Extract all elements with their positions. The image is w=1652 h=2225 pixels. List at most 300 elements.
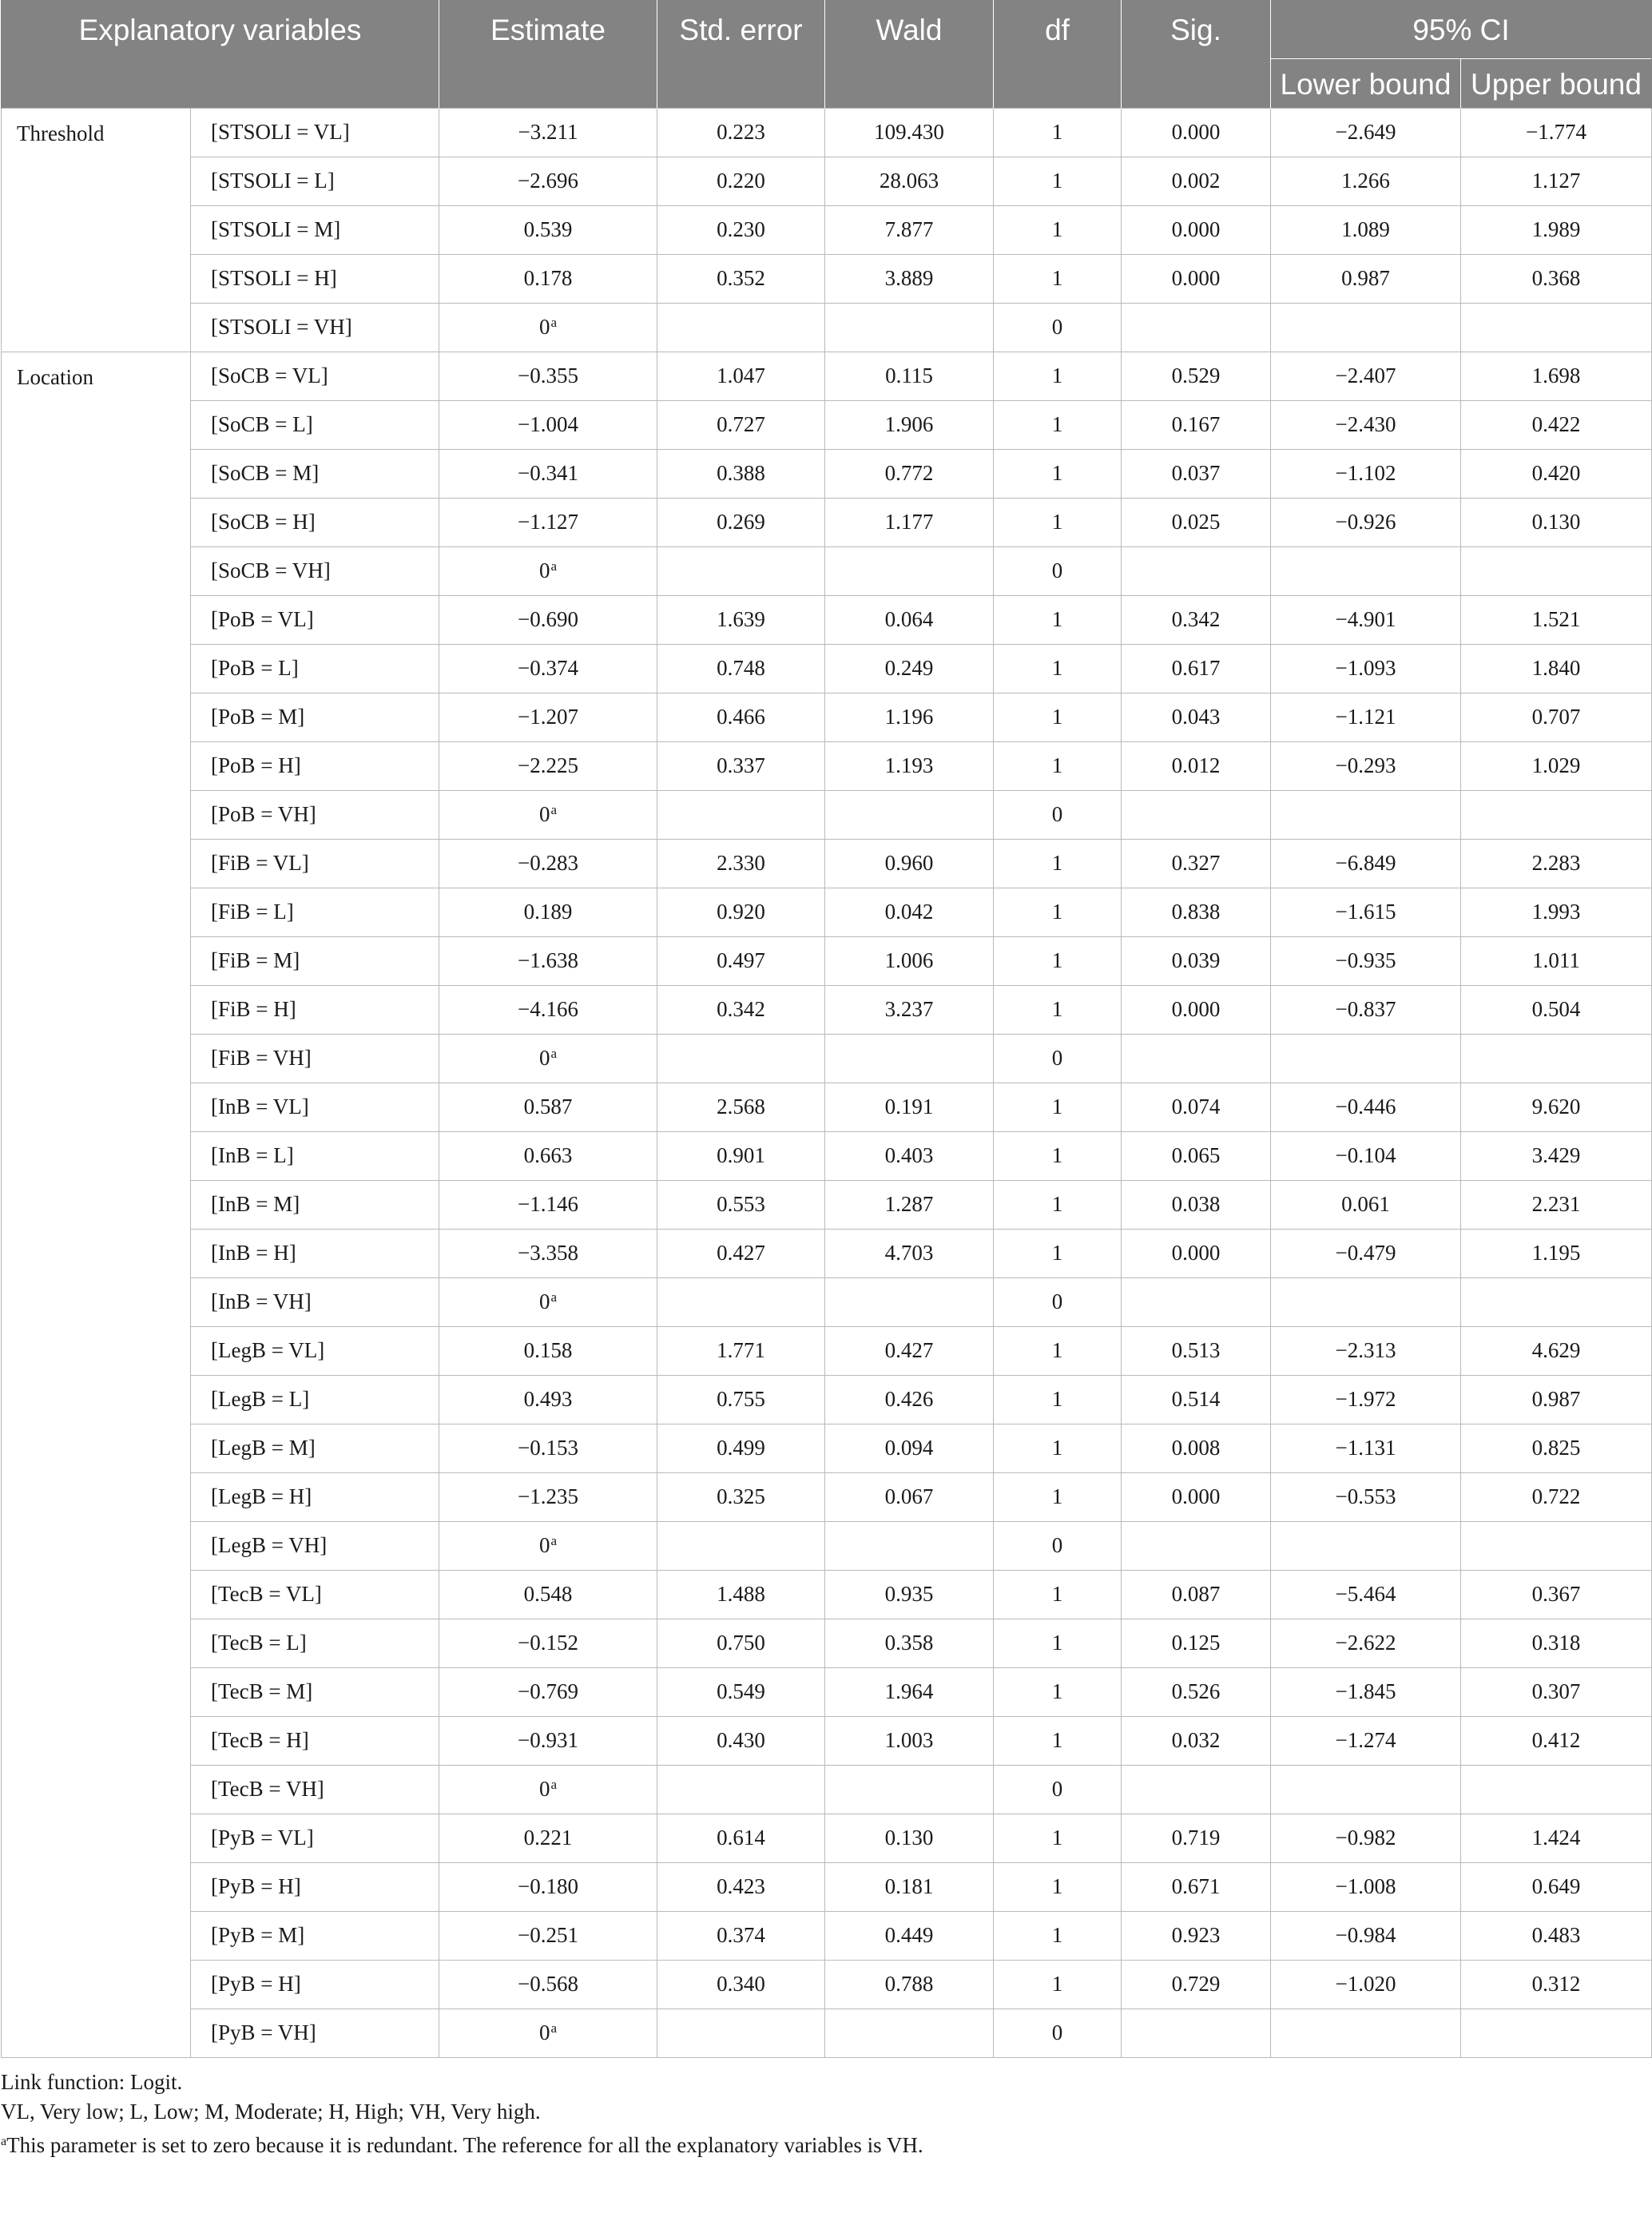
estimate-value: −3.211 (518, 120, 578, 144)
estimate-value: 0 (538, 802, 550, 826)
wald-cell: 0.191 (825, 1083, 994, 1131)
upper-bound-cell (1461, 1277, 1652, 1326)
estimate-value: 0 (538, 2020, 550, 2044)
wald-cell: 3.237 (825, 985, 994, 1034)
table-body (2, 108, 1652, 2057)
wald-cell: 0.403 (825, 1131, 994, 1180)
parameter-cell: [STSOLI = VL] (191, 108, 439, 157)
wald-cell (825, 1765, 994, 1814)
df-cell: 1 (994, 254, 1122, 303)
parameter-cell: [STSOLI = H] (191, 254, 439, 303)
estimate-value: −0.568 (518, 1972, 578, 1996)
estimate-cell (439, 400, 657, 449)
estimate-value: −1.004 (518, 412, 578, 436)
parameter-cell: [LegB = L] (191, 1375, 439, 1424)
df-cell: 1 (994, 1424, 1122, 1472)
table-row (2, 1424, 1652, 1472)
upper-bound-cell: 1.011 (1461, 936, 1652, 985)
sig-cell: 0.000 (1122, 985, 1271, 1034)
table-row (2, 1960, 1652, 2008)
estimate-cell (439, 2008, 657, 2057)
df-cell: 1 (994, 1326, 1122, 1375)
lower-bound-cell (1271, 1765, 1461, 1814)
std-error-cell: 0.374 (657, 1911, 825, 1960)
sig-cell: 0.327 (1122, 839, 1271, 888)
upper-bound-cell: 0.825 (1461, 1424, 1652, 1472)
std-error-cell: 0.430 (657, 1716, 825, 1765)
wald-cell: 1.964 (825, 1667, 994, 1716)
estimate-cell (439, 1472, 657, 1521)
df-cell: 1 (994, 693, 1122, 741)
parameter-cell: [SoCB = M] (191, 449, 439, 498)
parameter-cell: [TecB = L] (191, 1619, 439, 1667)
parameter-cell: [SoCB = VL] (191, 352, 439, 400)
lower-bound-cell: −1.615 (1271, 888, 1461, 936)
redundant-marker: a (550, 1289, 558, 1305)
lower-bound-cell: −1.972 (1271, 1375, 1461, 1424)
table-row (2, 839, 1652, 888)
parameter-cell: [SoCB = H] (191, 498, 439, 546)
df-cell: 0 (994, 303, 1122, 352)
lower-bound-cell (1271, 1521, 1461, 1570)
estimate-value: −0.341 (518, 461, 578, 485)
upper-bound-cell: 3.429 (1461, 1131, 1652, 1180)
std-error-cell: 0.230 (657, 205, 825, 254)
sig-cell: 0.167 (1122, 400, 1271, 449)
df-cell: 1 (994, 985, 1122, 1034)
lower-bound-cell (1271, 2008, 1461, 2057)
upper-bound-cell (1461, 2008, 1652, 2057)
parameter-cell: [TecB = VH] (191, 1765, 439, 1814)
wald-cell (825, 1277, 994, 1326)
sig-cell: 0.087 (1122, 1570, 1271, 1619)
lower-bound-cell: −1.121 (1271, 693, 1461, 741)
std-error-cell: 0.755 (657, 1375, 825, 1424)
table-row (2, 303, 1652, 352)
table-row (2, 1131, 1652, 1180)
estimate-value: −0.180 (518, 1874, 578, 1898)
parameter-cell: [FiB = L] (191, 888, 439, 936)
lower-bound-cell: −1.008 (1271, 1862, 1461, 1911)
df-cell: 1 (994, 1131, 1122, 1180)
sig-cell (1122, 790, 1271, 839)
sig-cell: 0.032 (1122, 1716, 1271, 1765)
lower-bound-cell: −2.313 (1271, 1326, 1461, 1375)
parameter-cell: [FiB = VH] (191, 1034, 439, 1083)
header-lower-bound: Lower bound (1271, 58, 1461, 108)
sig-cell: 0.000 (1122, 254, 1271, 303)
table-row (2, 254, 1652, 303)
wald-cell: 0.358 (825, 1619, 994, 1667)
df-cell: 1 (994, 157, 1122, 205)
estimate-value: −0.690 (518, 607, 578, 631)
df-cell: 1 (994, 839, 1122, 888)
estimate-cell (439, 157, 657, 205)
estimate-value: −1.146 (518, 1192, 578, 1216)
std-error-cell: 0.901 (657, 1131, 825, 1180)
table-row (2, 546, 1652, 595)
lower-bound-cell: −0.479 (1271, 1229, 1461, 1277)
table-row (2, 1521, 1652, 1570)
lower-bound-cell: −1.274 (1271, 1716, 1461, 1765)
std-error-cell: 0.342 (657, 985, 825, 1034)
table-row (2, 985, 1652, 1034)
upper-bound-cell: 0.504 (1461, 985, 1652, 1034)
estimate-value: −0.283 (518, 851, 578, 875)
estimate-cell (439, 303, 657, 352)
estimate-value: 0 (538, 1289, 550, 1313)
estimate-cell (439, 790, 657, 839)
header-95-ci: 95% CI (1271, 0, 1652, 58)
table-row (2, 108, 1652, 157)
lower-bound-cell (1271, 1277, 1461, 1326)
upper-bound-cell: 1.195 (1461, 1229, 1652, 1277)
parameter-cell: [STSOLI = M] (191, 205, 439, 254)
footnote-note-text: This parameter is set to zero because it is redundant. The reference for all the explanatory variables is VH. (6, 2132, 923, 2157)
df-cell: 1 (994, 1814, 1122, 1862)
df-cell: 1 (994, 1229, 1122, 1277)
lower-bound-cell: 0.987 (1271, 254, 1461, 303)
lower-bound-cell: −0.982 (1271, 1814, 1461, 1862)
upper-bound-cell (1461, 1521, 1652, 1570)
sig-cell: 0.000 (1122, 108, 1271, 157)
std-error-cell: 0.220 (657, 157, 825, 205)
lower-bound-cell: −2.622 (1271, 1619, 1461, 1667)
upper-bound-cell: 1.840 (1461, 644, 1652, 693)
upper-bound-cell: 1.989 (1461, 205, 1652, 254)
upper-bound-cell: 0.368 (1461, 254, 1652, 303)
wald-cell: 0.960 (825, 839, 994, 888)
upper-bound-cell (1461, 1765, 1652, 1814)
estimate-cell (439, 1375, 657, 1424)
lower-bound-cell: −5.464 (1271, 1570, 1461, 1619)
sig-cell: 0.074 (1122, 1083, 1271, 1131)
redundant-marker: a (550, 315, 558, 330)
wald-cell: 1.177 (825, 498, 994, 546)
upper-bound-cell: 1.029 (1461, 741, 1652, 790)
std-error-cell (657, 2008, 825, 2057)
wald-cell (825, 303, 994, 352)
estimate-cell (439, 108, 657, 157)
wald-cell (825, 1521, 994, 1570)
parameter-cell: [PyB = H] (191, 1960, 439, 2008)
lower-bound-cell: −2.649 (1271, 108, 1461, 157)
estimate-value: 0 (538, 558, 550, 582)
table-row (2, 352, 1652, 400)
df-cell: 1 (994, 498, 1122, 546)
wald-cell: 109.430 (825, 108, 994, 157)
std-error-cell: 0.223 (657, 108, 825, 157)
header-df: df (994, 0, 1122, 108)
estimate-value: 0.548 (523, 1582, 573, 1606)
std-error-cell: 0.499 (657, 1424, 825, 1472)
table-row (2, 1326, 1652, 1375)
df-cell: 0 (994, 1034, 1122, 1083)
redundant-marker: a (550, 1046, 558, 1061)
header-std-error: Std. error (657, 0, 825, 108)
std-error-cell: 0.325 (657, 1472, 825, 1521)
estimate-value: 0.158 (523, 1338, 573, 1362)
df-cell: 1 (994, 595, 1122, 644)
table-row (2, 2008, 1652, 2057)
wald-cell: 0.935 (825, 1570, 994, 1619)
sig-cell: 0.008 (1122, 1424, 1271, 1472)
upper-bound-cell (1461, 1034, 1652, 1083)
upper-bound-cell: 1.521 (1461, 595, 1652, 644)
wald-cell: 0.426 (825, 1375, 994, 1424)
estimate-cell (439, 1716, 657, 1765)
estimate-cell (439, 1326, 657, 1375)
header-upper-bound: Upper bound (1461, 58, 1652, 108)
upper-bound-cell: 0.130 (1461, 498, 1652, 546)
estimate-value: 0.663 (523, 1143, 573, 1167)
table-row (2, 1570, 1652, 1619)
lower-bound-cell: −0.446 (1271, 1083, 1461, 1131)
estimate-cell (439, 839, 657, 888)
estimate-cell (439, 1229, 657, 1277)
parameter-cell: [FiB = M] (191, 936, 439, 985)
table-row (2, 1716, 1652, 1765)
estimate-value: −3.358 (518, 1241, 578, 1265)
parameter-cell: [LegB = VH] (191, 1521, 439, 1570)
sig-cell (1122, 1034, 1271, 1083)
sig-cell: 0.617 (1122, 644, 1271, 693)
df-cell: 1 (994, 1862, 1122, 1911)
sig-cell (1122, 303, 1271, 352)
sig-cell: 0.000 (1122, 205, 1271, 254)
estimate-value: 0.539 (523, 217, 573, 241)
df-cell: 1 (994, 1716, 1122, 1765)
upper-bound-cell: 0.707 (1461, 693, 1652, 741)
estimate-cell (439, 1911, 657, 1960)
sig-cell (1122, 1521, 1271, 1570)
redundant-marker: a (550, 2020, 558, 2036)
df-cell: 1 (994, 1667, 1122, 1716)
parameter-cell: [InB = H] (191, 1229, 439, 1277)
lower-bound-cell: 0.061 (1271, 1180, 1461, 1229)
wald-cell (825, 1034, 994, 1083)
wald-cell: 0.130 (825, 1814, 994, 1862)
lower-bound-cell (1271, 790, 1461, 839)
estimate-value: 0.221 (523, 1826, 573, 1850)
std-error-cell: 0.269 (657, 498, 825, 546)
table-row (2, 741, 1652, 790)
estimate-value: −2.225 (518, 753, 578, 777)
parameter-cell: [InB = VL] (191, 1083, 439, 1131)
table-row (2, 498, 1652, 546)
std-error-cell: 0.466 (657, 693, 825, 741)
estimate-value: 0 (538, 315, 550, 339)
lower-bound-cell: −0.926 (1271, 498, 1461, 546)
df-cell: 1 (994, 400, 1122, 449)
estimate-value: −0.251 (518, 1923, 578, 1947)
upper-bound-cell: 1.127 (1461, 157, 1652, 205)
estimate-cell (439, 936, 657, 985)
std-error-cell (657, 1765, 825, 1814)
std-error-cell: 0.727 (657, 400, 825, 449)
lower-bound-cell (1271, 546, 1461, 595)
upper-bound-cell: 0.307 (1461, 1667, 1652, 1716)
estimate-value: −1.207 (518, 705, 578, 729)
lower-bound-cell: −1.102 (1271, 449, 1461, 498)
lower-bound-cell: 1.089 (1271, 205, 1461, 254)
parameter-cell: [SoCB = VH] (191, 546, 439, 595)
wald-cell (825, 2008, 994, 2057)
lower-bound-cell: −0.293 (1271, 741, 1461, 790)
parameter-cell: [PyB = VL] (191, 1814, 439, 1862)
estimate-value: −0.153 (518, 1436, 578, 1460)
wald-cell: 0.067 (825, 1472, 994, 1521)
sig-cell: 0.526 (1122, 1667, 1271, 1716)
upper-bound-cell: −1.774 (1461, 108, 1652, 157)
upper-bound-cell: 0.420 (1461, 449, 1652, 498)
wald-cell: 1.006 (825, 936, 994, 985)
std-error-cell: 1.488 (657, 1570, 825, 1619)
std-error-cell: 0.549 (657, 1667, 825, 1716)
upper-bound-cell: 0.422 (1461, 400, 1652, 449)
parameter-cell: [TecB = VL] (191, 1570, 439, 1619)
table-row (2, 693, 1652, 741)
wald-cell: 1.196 (825, 693, 994, 741)
sig-cell: 0.513 (1122, 1326, 1271, 1375)
parameter-cell: [PoB = H] (191, 741, 439, 790)
estimate-cell (439, 741, 657, 790)
group-label: Threshold (2, 108, 191, 352)
header-wald: Wald (825, 0, 994, 108)
header-estimate: Estimate (439, 0, 657, 108)
estimate-cell (439, 1131, 657, 1180)
std-error-cell: 0.497 (657, 936, 825, 985)
table-row (2, 1375, 1652, 1424)
std-error-cell (657, 1277, 825, 1326)
table-header (2, 0, 1652, 108)
parameter-cell: [LegB = VL] (191, 1326, 439, 1375)
std-error-cell: 0.423 (657, 1862, 825, 1911)
table-row (2, 1765, 1652, 1814)
estimate-cell (439, 1765, 657, 1814)
estimate-cell (439, 1814, 657, 1862)
estimate-cell (439, 1667, 657, 1716)
df-cell: 0 (994, 1521, 1122, 1570)
df-cell: 0 (994, 790, 1122, 839)
estimate-cell (439, 1180, 657, 1229)
estimate-value: 0.493 (523, 1387, 573, 1411)
parameter-cell: [LegB = H] (191, 1472, 439, 1521)
estimate-value: 0.189 (523, 900, 573, 924)
lower-bound-cell: −0.104 (1271, 1131, 1461, 1180)
parameter-cell: [PoB = VL] (191, 595, 439, 644)
wald-cell: 1.906 (825, 400, 994, 449)
estimate-value: −0.152 (518, 1631, 578, 1655)
table-row (2, 1277, 1652, 1326)
sig-cell (1122, 2008, 1271, 2057)
estimate-value: 0 (538, 1533, 550, 1557)
upper-bound-cell: 9.620 (1461, 1083, 1652, 1131)
df-cell: 1 (994, 1083, 1122, 1131)
upper-bound-cell: 0.367 (1461, 1570, 1652, 1619)
df-cell: 1 (994, 888, 1122, 936)
table-row (2, 1229, 1652, 1277)
table-row (2, 1814, 1652, 1862)
estimate-cell (439, 498, 657, 546)
wald-cell: 1.287 (825, 1180, 994, 1229)
wald-cell: 1.193 (825, 741, 994, 790)
table-row (2, 1472, 1652, 1521)
upper-bound-cell: 2.231 (1461, 1180, 1652, 1229)
upper-bound-cell (1461, 546, 1652, 595)
wald-cell: 0.094 (825, 1424, 994, 1472)
std-error-cell: 0.748 (657, 644, 825, 693)
table-row (2, 1180, 1652, 1229)
sig-cell: 0.002 (1122, 157, 1271, 205)
wald-cell: 3.889 (825, 254, 994, 303)
header-sig: Sig. (1122, 0, 1271, 108)
parameter-cell: [PoB = L] (191, 644, 439, 693)
df-cell: 1 (994, 1619, 1122, 1667)
estimate-value: −1.638 (518, 948, 578, 972)
std-error-cell: 1.771 (657, 1326, 825, 1375)
estimate-value: −4.166 (518, 997, 578, 1021)
sig-cell: 0.514 (1122, 1375, 1271, 1424)
lower-bound-cell (1271, 303, 1461, 352)
std-error-cell: 1.639 (657, 595, 825, 644)
redundant-marker: a (550, 1777, 558, 1792)
upper-bound-cell: 0.312 (1461, 1960, 1652, 2008)
lower-bound-cell: −0.935 (1271, 936, 1461, 985)
estimate-value: −1.235 (518, 1484, 578, 1508)
footnote-marker: a (1, 2134, 7, 2148)
wald-cell: 0.449 (825, 1911, 994, 1960)
lower-bound-cell: −0.553 (1271, 1472, 1461, 1521)
df-cell: 1 (994, 1180, 1122, 1229)
sig-cell: 0.923 (1122, 1911, 1271, 1960)
estimate-value: 0.178 (523, 266, 573, 290)
estimate-value: 0 (538, 1777, 550, 1801)
upper-bound-cell: 1.424 (1461, 1814, 1652, 1862)
sig-cell: 0.000 (1122, 1229, 1271, 1277)
parameter-cell: [LegB = M] (191, 1424, 439, 1472)
df-cell: 0 (994, 1277, 1122, 1326)
df-cell: 1 (994, 936, 1122, 985)
estimate-cell (439, 985, 657, 1034)
upper-bound-cell: 0.483 (1461, 1911, 1652, 1960)
estimate-cell (439, 205, 657, 254)
estimate-cell (439, 1862, 657, 1911)
lower-bound-cell: −1.845 (1271, 1667, 1461, 1716)
parameter-cell: [PyB = H] (191, 1862, 439, 1911)
df-cell: 1 (994, 1960, 1122, 2008)
table-row (2, 1034, 1652, 1083)
table-row (2, 1667, 1652, 1716)
std-error-cell (657, 790, 825, 839)
wald-cell: 0.181 (825, 1862, 994, 1911)
parameter-cell: [FiB = VL] (191, 839, 439, 888)
upper-bound-cell: 1.993 (1461, 888, 1652, 936)
estimate-cell (439, 546, 657, 595)
sig-cell: 0.037 (1122, 449, 1271, 498)
std-error-cell (657, 546, 825, 595)
std-error-cell: 0.427 (657, 1229, 825, 1277)
sig-cell (1122, 546, 1271, 595)
table-row (2, 400, 1652, 449)
df-cell: 1 (994, 108, 1122, 157)
estimate-cell (439, 352, 657, 400)
sig-cell: 0.043 (1122, 693, 1271, 741)
estimate-cell (439, 1619, 657, 1667)
lower-bound-cell: −2.407 (1271, 352, 1461, 400)
redundant-marker: a (550, 1533, 558, 1548)
table-row (2, 790, 1652, 839)
